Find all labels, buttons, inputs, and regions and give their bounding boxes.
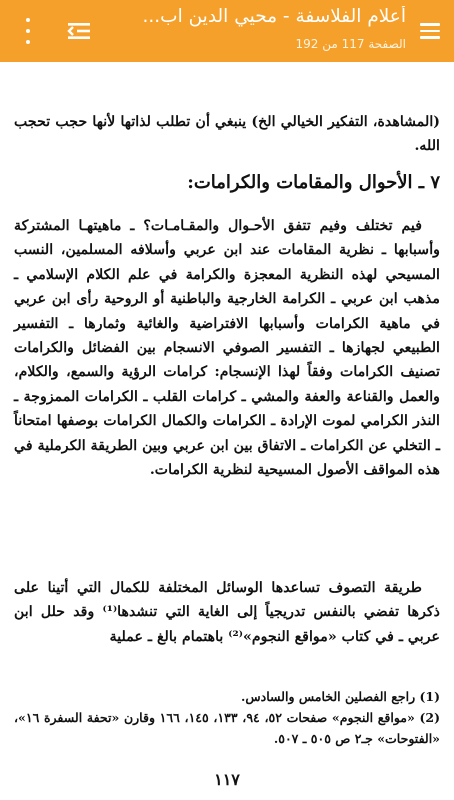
app-bar — [0, 0, 454, 62]
toc-icon[interactable] — [66, 20, 92, 42]
footnotes — [14, 686, 440, 749]
page-indicator: الصفحة 117 من 192 — [295, 37, 406, 51]
book-page — [14, 62, 440, 800]
footnote: (1) راجع الفصلين الخامس والسادس. — [241, 689, 440, 704]
page-number: ١١٧ — [214, 770, 240, 789]
section-heading: ٧ ـ الأحوال والمقامات والكرامات: — [187, 172, 440, 193]
paragraph: طريقة التصوف تساعدها الوسائل المختلفة للكمال التي أتينا على ذكرها تفضي بالنفس تدريجياً إلى الغاية التي تنشدها⁽¹⁾ وقد حلل ابن عربي ـ في كتاب «مواقع النجوم»⁽²⁾ باهتمام بالغ ـ عملية — [14, 580, 440, 645]
paragraph: فيم تختلف وفيم تتفق الأحـوال والمقـامـات؟ ـ ماهيتهـا المشتركة وأسبابها ـ نظرية المقامات عند ابن عربي وأسلافه المسلمين، النسب المسيحي لهذه النظرية المعجزة والكرامة في علم الكلام الإسلامي ـ مذهب ابن عربي ـ الكرامة الخارجية والباطنية أو الروحية رأى ابن عربي في ماهية الكرامات وأسبابها الافتراضية والغائية وثمارها ـ التفسير الطبيعي لجهازها ـ التفسير الصوفي الانسجام بين الفضائل والكرامات تصنيف الكرامات وفقاً لهذا الإنسجام: كرامات الرؤية والسمع، والكلام، والعمل والقناعة والعفة والمشي ـ كرامات القلب ـ الكرامات الممزوجة ـ النذر الكرامي لموت الإرادة ـ الكرامات والكمال الكرامات بوصفها امتحاناً ـ التخلي عن الكرامات ـ الاتفاق بين ابن عربي وبين الطريقة الكرملية في هذه المواقف الأصول المسيحية لنظرية الكرامات. — [14, 218, 440, 479]
menu-icon[interactable] — [416, 17, 444, 45]
more-vert-icon[interactable] — [22, 18, 34, 44]
footnote: (2) «مواقع النجوم» صفحات ٥٢، ٩٤، ١٣٣، ١٤٥، ١٦٦ وقارن «تحفة السفرة ١٦»، «الفتوحات» جـ٢ ص ٥٠٥ ـ ٥٠٧. — [14, 710, 441, 746]
book-title: أعلام الفلاسفة - محيي الدين اب... — [142, 6, 406, 27]
paragraph: (المشاهدة، التفكير الخيالي الخ) ينبغي أن تطلب لذاتها لأنها حجب تحجب الله. — [14, 114, 440, 155]
